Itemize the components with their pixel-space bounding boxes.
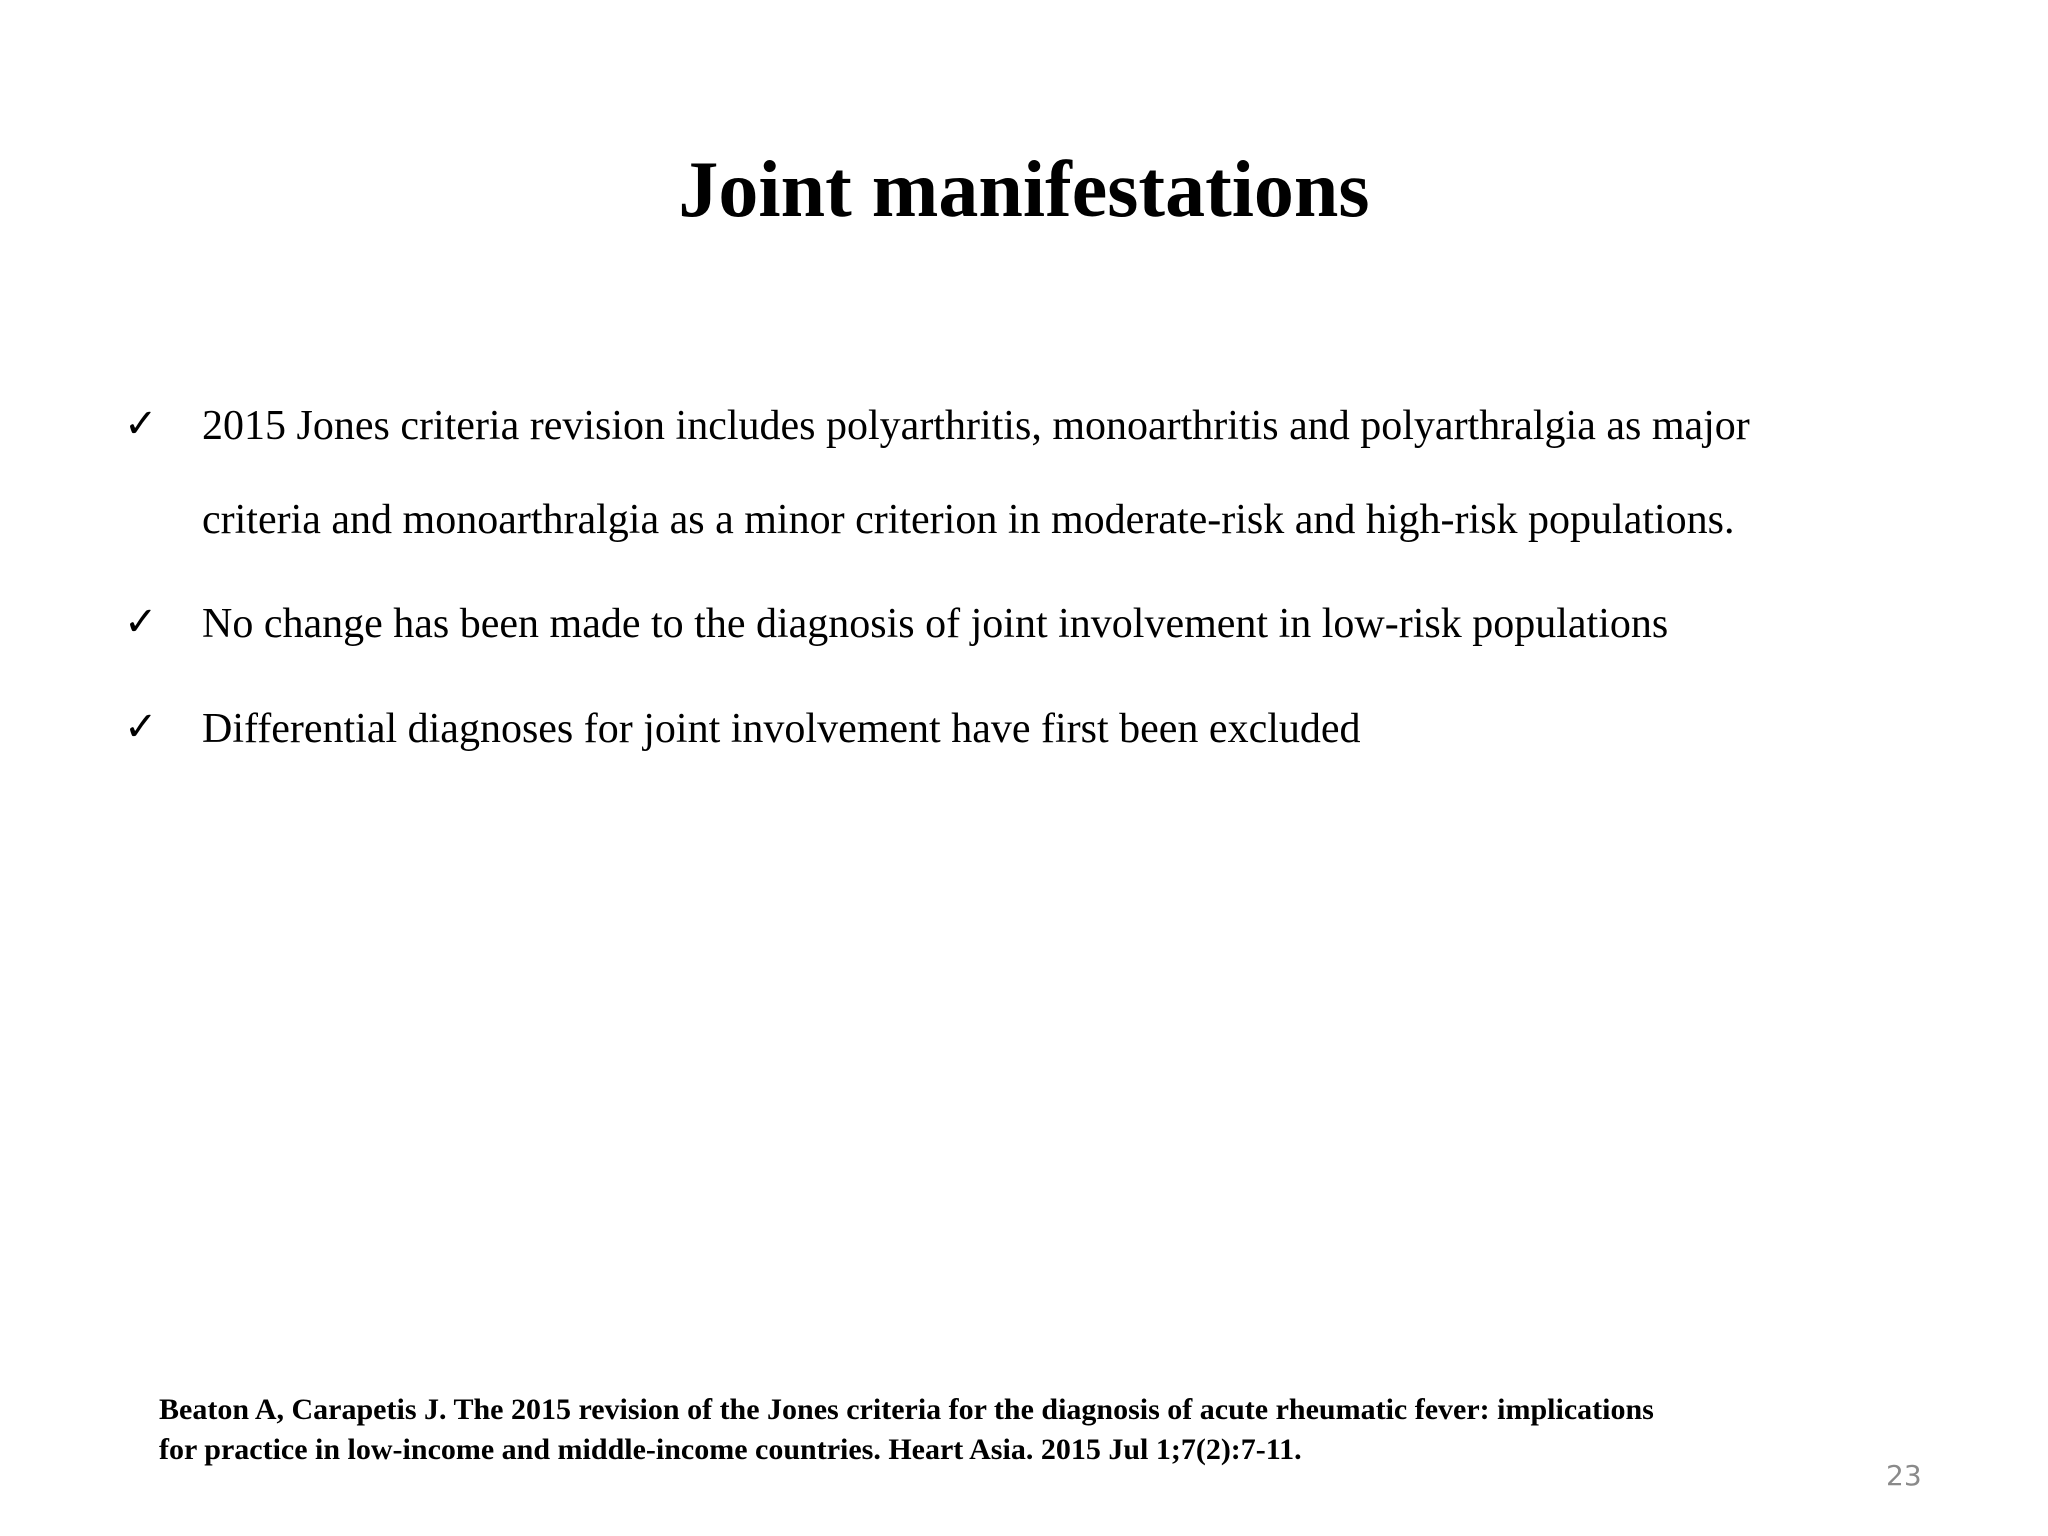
check-icon: ✓ (124, 401, 158, 447)
slide-title: Joint manifestations (678, 146, 1370, 234)
bullet-2-line-1: No change has been made to the diagnosis of joint involvement in low-risk populations (202, 601, 1669, 647)
reference-line-1: Beaton A, Carapetis J. The 2015 revision of the Jones criteria for the diagnosis of acute rheumatic fever: implications (159, 1393, 1654, 1426)
reference-line-2: for practice in low-income and middle-income countries. Heart Asia. 2015 Jul 1;7(2):7-11. (159, 1433, 1302, 1466)
check-icon: ✓ (124, 704, 158, 750)
reference-citation (159, 1390, 1919, 1470)
page-number: 23 (1886, 1459, 1922, 1492)
bullet-1-line-1: 2015 Jones criteria revision includes polyarthritis, monoarthritis and polyarthralgia as major (202, 403, 1750, 449)
bullet-1-line-2: criteria and monoarthralgia as a minor criterion in moderate-risk and high-risk populations. (202, 497, 1735, 543)
bullet-3-line-1: Differential diagnoses for joint involvement have first been excluded (202, 706, 1361, 752)
check-icon: ✓ (124, 599, 158, 645)
